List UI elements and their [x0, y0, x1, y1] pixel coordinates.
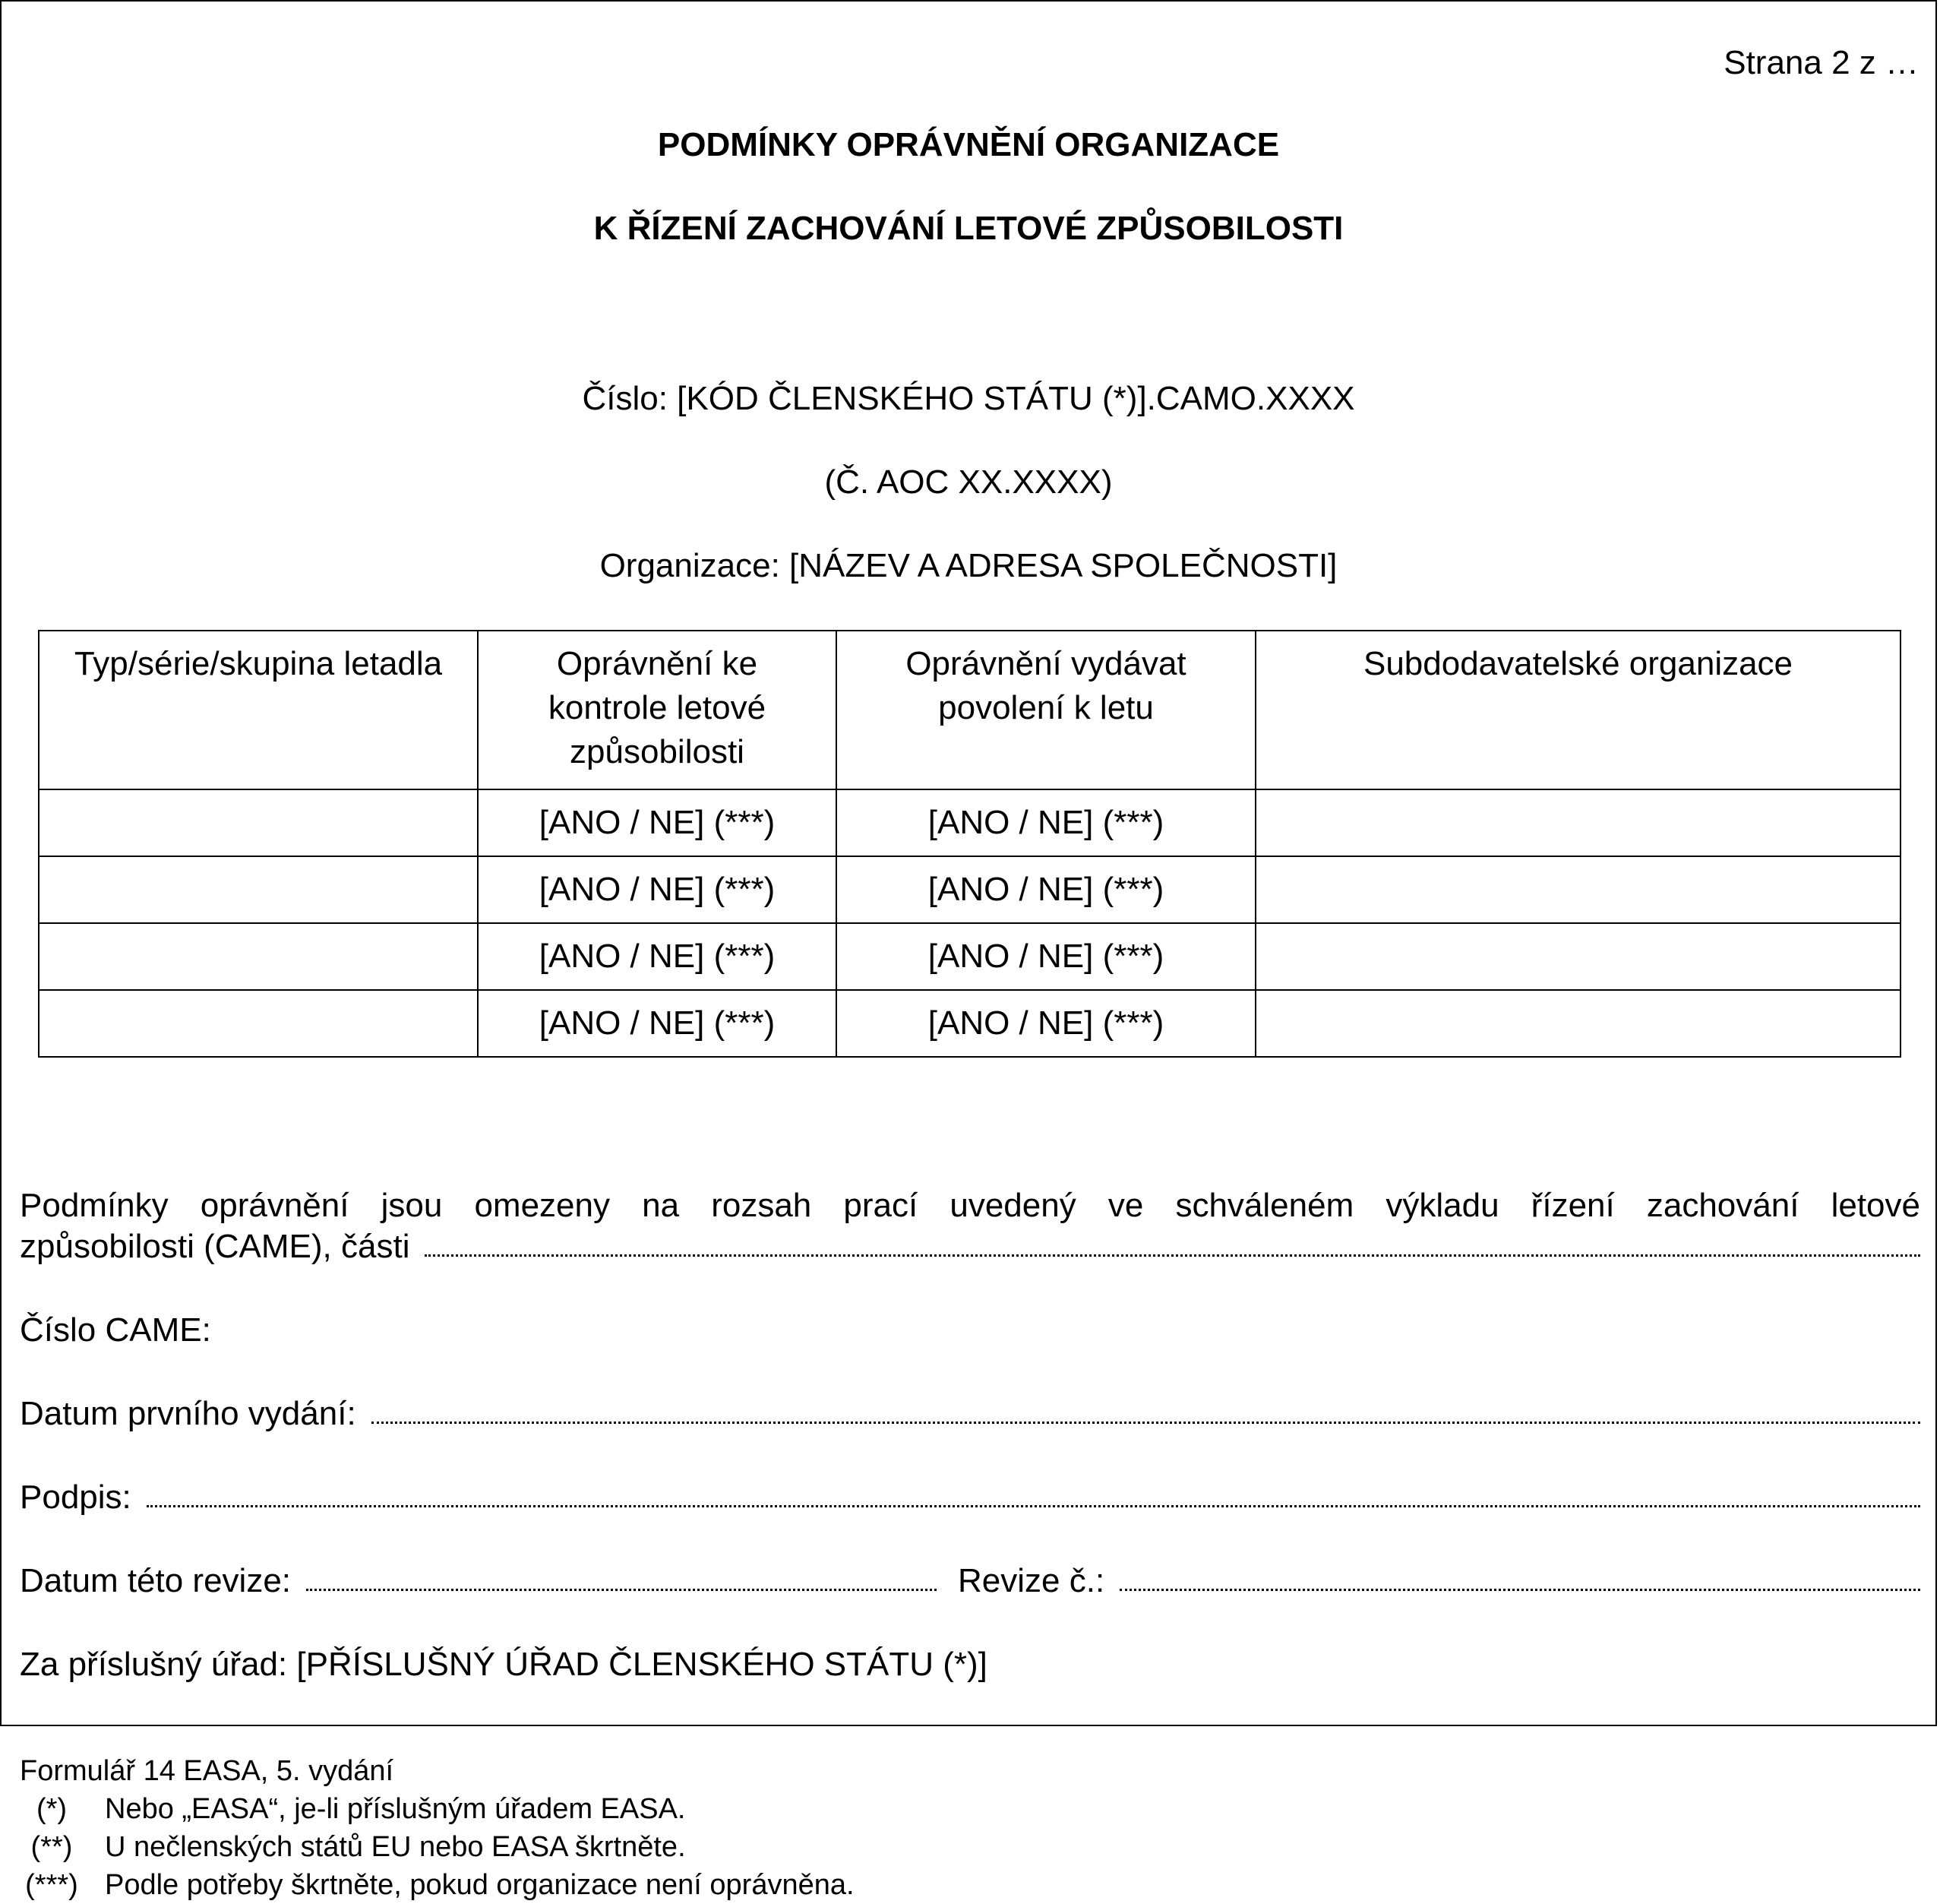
header-permit-to-fly: Oprávnění vydávat povolení k letu [836, 631, 1256, 789]
table-cell [39, 789, 478, 856]
signature-line [20, 1479, 1920, 1517]
signature-label: Podpis: [20, 1479, 131, 1516]
first-issue-label: Datum prvního vydání: [20, 1395, 356, 1432]
footnote [20, 1866, 855, 1904]
form-footer [20, 1752, 855, 1904]
signature-field[interactable] [147, 1505, 1920, 1507]
form-identifier: Formulář 14 EASA, 5. vydání [20, 1755, 394, 1787]
table-cell: [ANO / NE] (***) [478, 990, 836, 1057]
came-number-line [20, 1311, 1920, 1349]
page-number: Strana 2 z … [1724, 44, 1919, 81]
table-cell [1256, 789, 1901, 856]
table-header-row [39, 631, 1901, 789]
organization-name: Organizace: [NÁZEV A ADRESA SPOLEČNOSTI] [599, 547, 1338, 584]
approval-table [38, 630, 1901, 1058]
document-title-line1: PODMÍNKY OPRÁVNĚNÍ ORGANIZACE [657, 126, 1280, 163]
table-cell: [ANO / NE] (***) [478, 789, 836, 856]
table-row [39, 856, 1901, 923]
table-cell [1256, 923, 1901, 990]
table-row [39, 923, 1901, 990]
first-issue-field[interactable] [371, 1422, 1920, 1424]
footnote [20, 1790, 855, 1828]
footnote-mark: (**) [30, 1831, 73, 1863]
footnote-text: Nebo „EASA“, je-li příslušným úřadem EASA. [105, 1793, 686, 1825]
table-cell [1256, 856, 1901, 923]
header-aircraft-type: Typ/série/skupina letadla [39, 631, 478, 789]
authority-line [20, 1646, 1920, 1684]
header-subcontractors: Subdodavatelské organizace [1256, 631, 1901, 789]
document-title-line2: K ŘÍZENÍ ZACHOVÁNÍ LETOVÉ ZPŮSOBILOSTI [593, 210, 1344, 247]
table-cell: [ANO / NE] (***) [836, 990, 1256, 1057]
footnote-mark: (*) [36, 1793, 68, 1825]
table-cell: [ANO / NE] (***) [478, 923, 836, 990]
revision-line [20, 1562, 1920, 1600]
header-airworthiness-review: Oprávnění ke kontrole letové způsobilosti [478, 631, 836, 789]
table-cell [39, 856, 478, 923]
table-cell [39, 923, 478, 990]
revision-no-field[interactable] [1120, 1589, 1920, 1591]
footnote-text: Podle potřeby škrtněte, pokud organizace není oprávněna. [105, 1869, 855, 1901]
footnote [20, 1828, 855, 1866]
conditions-line2 [20, 1228, 1920, 1266]
came-number-label: Číslo CAME: [20, 1311, 211, 1349]
footnote-mark: (***) [25, 1869, 78, 1901]
table-cell: [ANO / NE] (***) [836, 789, 1256, 856]
conditions-text: Podmínky oprávnění jsou omezeny na rozsah prací uvedený ve schváleném výkladu řízení zachování letové [20, 1187, 1920, 1224]
table-cell: [ANO / NE] (***) [478, 856, 836, 923]
table-row [39, 990, 1901, 1057]
table-cell: [ANO / NE] (***) [836, 856, 1256, 923]
revision-date-field[interactable] [306, 1589, 937, 1591]
table-row [39, 789, 1901, 856]
table-cell [39, 990, 478, 1057]
aoc-number: (Č. AOC XX.XXXX) [824, 463, 1113, 501]
conditions-part-label: způsobilosti (CAME), části [20, 1228, 410, 1265]
conditions-part-field[interactable] [425, 1254, 1920, 1257]
footnote-text: U nečlenských států EU nebo EASA škrtněte. [105, 1831, 686, 1863]
revision-no-label: Revize č.: [958, 1562, 1105, 1599]
revision-date-label: Datum této revize: [20, 1562, 292, 1599]
authority-label: Za příslušný úřad: [PŘÍSLUŠNÝ ÚŘAD ČLENSKÉHO STÁTU (*)] [20, 1646, 987, 1683]
approval-number: Číslo: [KÓD ČLENSKÉHO STÁTU (*)].CAMO.XXXX [582, 380, 1355, 417]
first-issue-line [20, 1395, 1920, 1433]
table-cell: [ANO / NE] (***) [836, 923, 1256, 990]
table-cell [1256, 990, 1901, 1057]
